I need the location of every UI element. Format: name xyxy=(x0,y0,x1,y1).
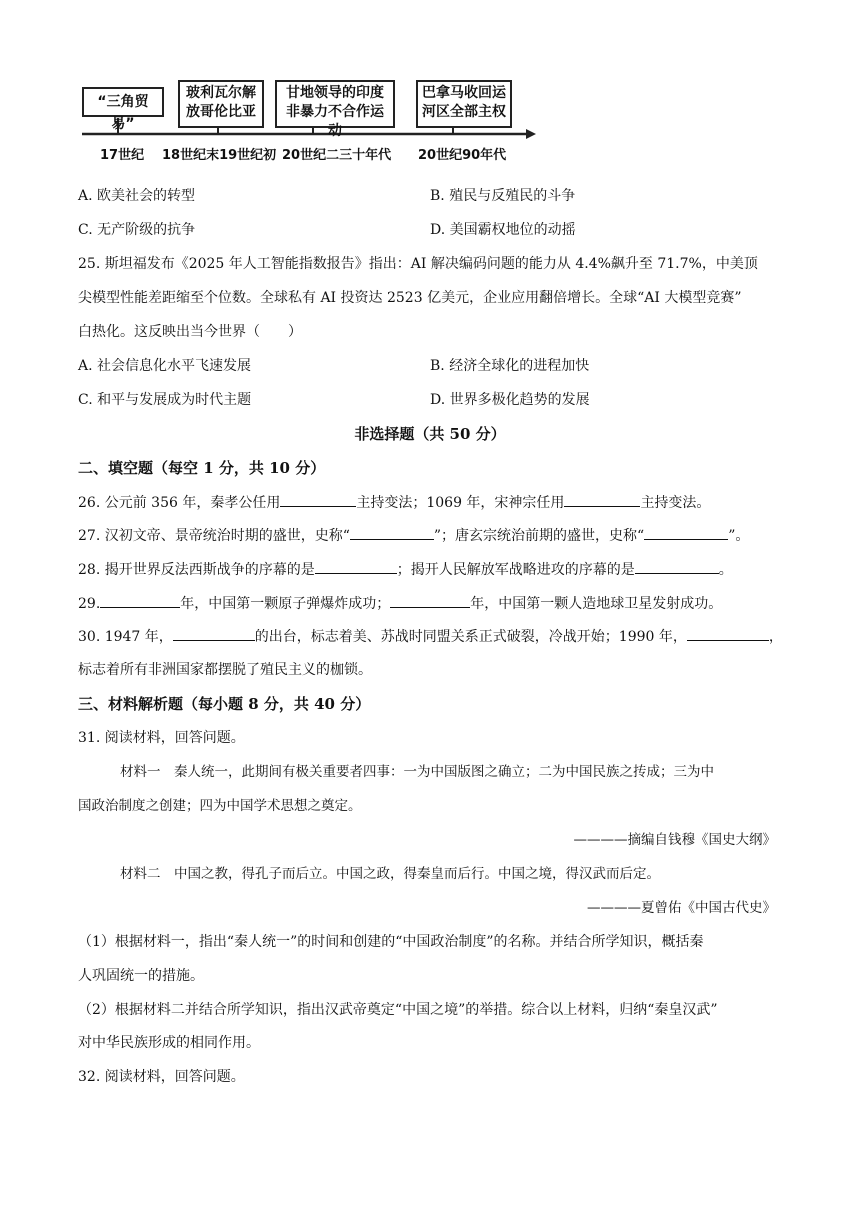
timeline-label-18-19c: 18世纪末19世纪初 xyxy=(162,148,277,163)
section3-heading: 三、材料解析题（每小题 8 分，共 40 分） xyxy=(78,695,371,713)
q31-material2-line1: 材料二 中国之教，得孔子而后立。中国之政，得秦皇而后行。中国之境，得汉武而后定。 xyxy=(120,866,660,882)
q24-option-c: C. 无产阶级的抗争 xyxy=(78,222,196,238)
q25-stem-line2: 尖模型性能差距缩至个位数。全球私有 AI 投资达 2523 亿美元，企业应用翻倍增长。全球“AI 大模型竞赛” xyxy=(78,290,742,306)
timeline-label-17c: 17世纪 xyxy=(100,148,145,163)
q24-option-b: B. 殖民与反殖民的斗争 xyxy=(430,188,576,204)
answer-blank[interactable] xyxy=(635,559,719,574)
timeline-event-bolivar: 玻利瓦尔解 放哥伦比亚 xyxy=(178,80,264,128)
q25-option-a: A. 社会信息化水平飞速发展 xyxy=(78,358,252,374)
q24-option-d: D. 美国霸权地位的动摇 xyxy=(430,222,576,238)
timeline-event-panama: 巴拿马收回运 河区全部主权 xyxy=(416,80,512,128)
q31-part1-line1: （1）根据材料一，指出“秦人统一”的时间和创建的“中国政治制度”的名称。并结合所学知识，概括秦 xyxy=(78,934,704,950)
timeline-label-20c-90s: 20世纪90年代 xyxy=(418,148,507,163)
answer-blank[interactable] xyxy=(390,593,470,608)
q31-part2-line1: （2）根据材料二并结合所学知识，指出汉武帝奠定“中国之境”的举措。综合以上材料，归纳“秦皇汉武” xyxy=(78,1002,718,1018)
q26: 26. 公元前 356 年，秦孝公任用 主持变法；1069 年，宋神宗任用 主持变法。 xyxy=(78,492,710,513)
q31-material2-source: ————夏曾佑《中国古代史》 xyxy=(587,900,776,916)
timeline-event-gandhi: 甘地领导的印度 非暴力不合作运动 xyxy=(275,80,395,128)
q31-part1-line2: 人巩固统一的措施。 xyxy=(78,968,204,984)
answer-blank[interactable] xyxy=(173,626,255,641)
section-nonchoice-heading: 非选择题（共 50 分） xyxy=(354,425,506,443)
q29: 29. 年，中国第一颗原子弹爆炸成功； 年，中国第一颗人造地球卫星发射成功。 xyxy=(78,593,722,614)
q25-option-d: D. 世界多极化趋势的发展 xyxy=(430,392,590,408)
q28: 28. 揭开世界反法西斯战争的序幕的是 ；揭开人民解放军战略进攻的序幕的是 。 xyxy=(78,559,733,580)
answer-blank[interactable] xyxy=(644,525,728,540)
q31-material1-line1: 材料一 秦人统一，此期间有极关重要者四事：一为中国版图之确立；二为中国民族之抟成；三为中 xyxy=(120,764,714,780)
q24-option-a: A. 欧美社会的转型 xyxy=(78,188,196,204)
q25-option-c: C. 和平与发展成为时代主题 xyxy=(78,392,252,408)
timeline-event-triangle-trade: “三角贸易” xyxy=(82,87,164,117)
q25-stem-line3: 白热化。这反映出当今世界（ ） xyxy=(78,324,302,340)
q27: 27. 汉初文帝、景帝统治时期的盛世，史称“ ”；唐玄宗统治前期的盛世，史称“ ”。 xyxy=(78,525,749,546)
q25-option-b: B. 经济全球化的进程加快 xyxy=(430,358,590,374)
q30-line2: 标志着所有非洲国家都摆脱了殖民主义的枷锁。 xyxy=(78,662,372,678)
timeline-label-20c-20s30s: 20世纪二三十年代 xyxy=(282,148,392,163)
answer-blank[interactable] xyxy=(315,559,397,574)
q30-line1: 30. 1947 年， 的出台，标志着美、苏战时同盟关系正式破裂，冷战开始；1990 年， ， xyxy=(78,626,783,647)
q31-material1-source: ————摘编自钱穆《国史大纲》 xyxy=(573,832,776,848)
answer-blank[interactable] xyxy=(564,492,640,507)
q31-part2-line2: 对中华民族形成的相同作用。 xyxy=(78,1035,260,1051)
answer-blank[interactable] xyxy=(687,626,769,641)
q31-title: 31. 阅读材料，回答问题。 xyxy=(78,730,245,746)
answer-blank[interactable] xyxy=(350,525,434,540)
section2-heading: 二、填空题（每空 1 分，共 10 分） xyxy=(78,459,326,477)
q32-title: 32. 阅读材料，回答问题。 xyxy=(78,1069,245,1085)
q25-stem-line1: 25. 斯坦福发布《2025 年人工智能指数报告》指出：AI 解决编码问题的能力从 4.4%飙升至 71.7%，中美顶 xyxy=(78,256,758,272)
q31-material1-line2: 国政治制度之创建；四为中国学术思想之奠定。 xyxy=(78,798,362,814)
answer-blank[interactable] xyxy=(280,492,356,507)
answer-blank[interactable] xyxy=(100,593,180,608)
